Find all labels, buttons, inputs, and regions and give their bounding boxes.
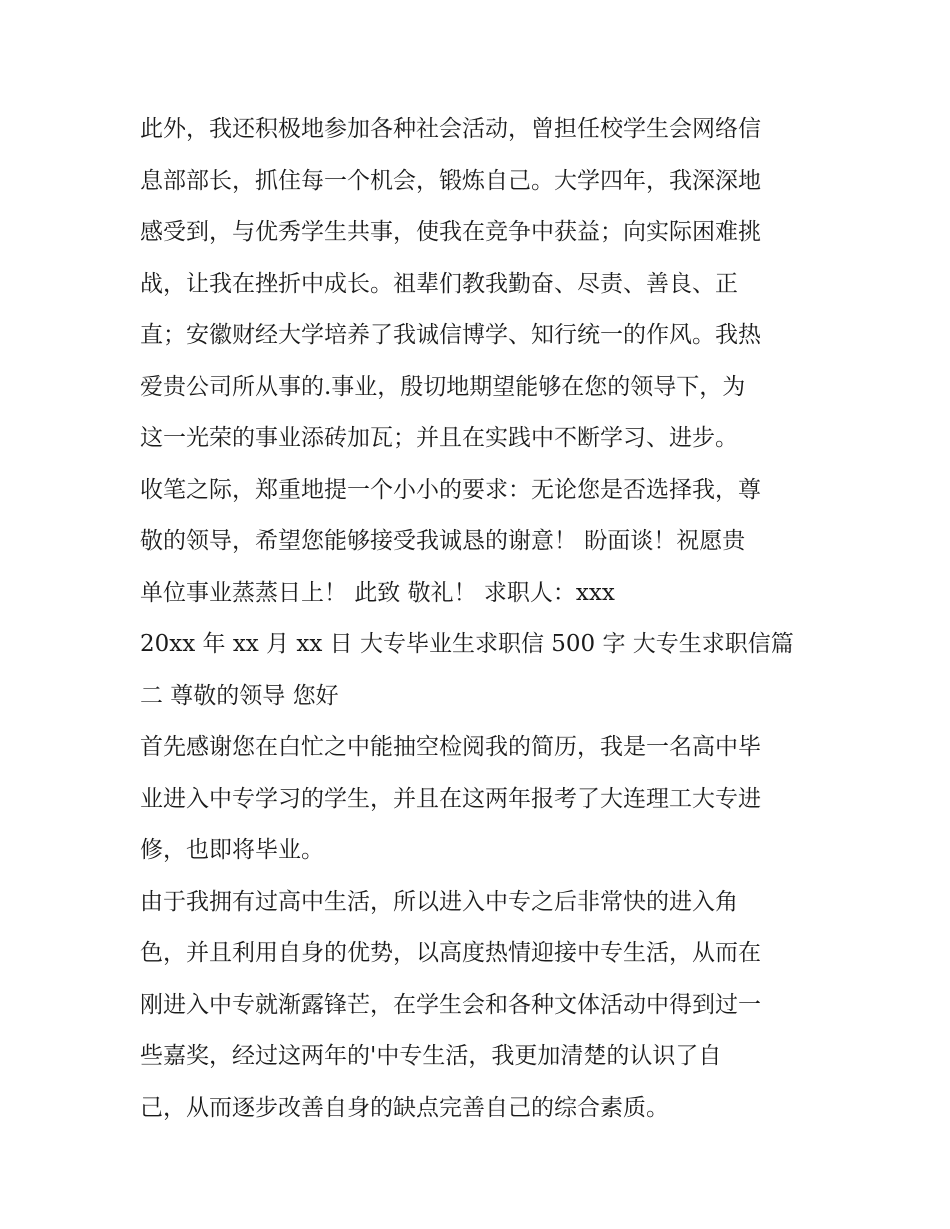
text-line-6: 爱贵公司所从事的.事业，殷切地期望能够在您的领导下，为: [140, 373, 746, 400]
text-line-15: 修，也即将毕业。: [140, 837, 324, 863]
text-line-11: 20xx 年 xx 月 xx 日 大专毕业生求职信 500 字 大专生求职信篇: [140, 631, 794, 657]
text-line-2: 息部部长，抓住每一个机会，锻炼自己。大学四年，我深深地: [140, 167, 761, 194]
text-line-13: 首先感谢您在白忙之中能抽空检阅我的简历，我是一名高中毕: [140, 734, 761, 760]
text-line-20: 己，从而逐步改善自身的缺点完善自己的综合素质。: [140, 1094, 669, 1121]
text-line-12: 二 尊敬的领导 您好: [140, 682, 339, 709]
text-line-9: 敬的领导，希望您能够接受我诚恳的谢意！ 盼面谈！祝愿贵: [140, 528, 746, 554]
text-line-17: 色，并且利用自身的优势，以高度热情迎接中专生活，从而在: [140, 940, 761, 966]
text-line-7: 这一光荣的事业添砖加瓦；并且在实践中不断学习、进步。: [140, 425, 738, 451]
text-line-8: 收笔之际，郑重地提一个小小的要求：无论您是否选择我，尊: [140, 476, 761, 503]
document-body: [140, 104, 820, 1134]
text-line-3: 感受到，与优秀学生共事，使我在竞争中获益；向实际困难挑: [140, 219, 761, 245]
text-line-5: 直；安徽财经大学培养了我诚信博学、知行统一的作风。我热: [140, 322, 761, 348]
text-line-4: 战，让我在挫折中成长。祖辈们教我勤奋、尽责、善良、正: [140, 270, 738, 297]
text-line-18: 刚进入中专就渐露锋芒，在学生会和各种文体活动中得到过一: [140, 991, 761, 1018]
text-line-14: 业进入中专学习的学生，并且在这两年报考了大连理工大专进: [140, 785, 761, 812]
text-line-19: 些嘉奖，经过这两年的'中专生活，我更加清楚的认识了自: [140, 1043, 722, 1069]
text-line-10: 单位事业蒸蒸日上！ 此致 敬礼！ 求职人：xxx: [140, 579, 615, 606]
text-line-16: 由于我拥有过高中生活，所以进入中专之后非常快的进入角: [140, 888, 738, 915]
text-line-1: 此外，我还积极地参加各种社会活动，曾担任校学生会网络信: [140, 116, 761, 142]
